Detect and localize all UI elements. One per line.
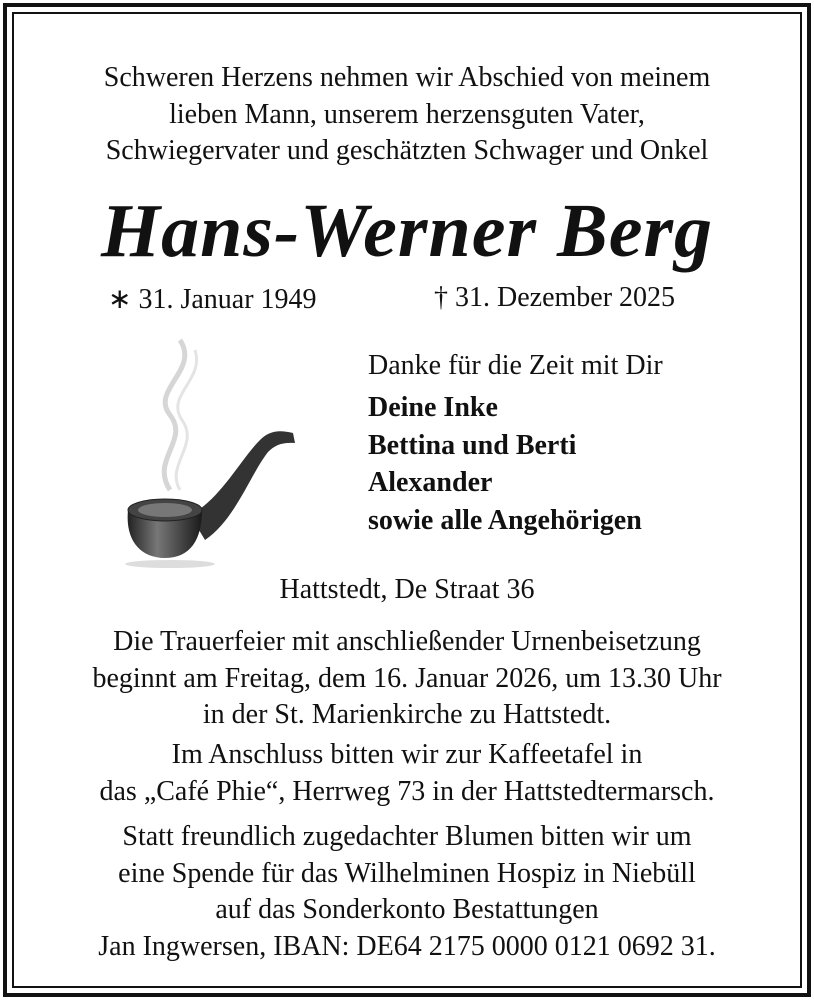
intro-text — [0, 60, 814, 170]
smoke — [164, 340, 185, 490]
address: Hattstedt, De Straat 36 — [279, 574, 535, 605]
coffee-info — [0, 737, 814, 810]
donation-line: auf das Sonderkonto Bestattungen — [215, 894, 599, 925]
deceased-name: Hans-Werner Berg — [100, 189, 714, 273]
birth-date: ∗ 31. Januar 1949 — [108, 284, 317, 315]
funeral-line: in der St. Marienkirche zu Hattstedt. — [202, 699, 612, 730]
donation-line: Statt freundlich zugedachter Blumen bitten wir um — [122, 821, 692, 852]
mourners-block — [368, 347, 663, 539]
death-date: † 31. Dezember 2025 — [434, 282, 676, 313]
donation-line: Jan Ingwersen, IBAN: DE64 2175 0000 0121 0692 31. — [98, 930, 716, 962]
intro-line: Schweren Herzens nehmen wir Abschied von meinem — [103, 62, 711, 93]
mourner: Alexander — [368, 467, 493, 498]
funeral-line: beginnt am Freitag, dem 16. Januar 2026, um 13.30 Uhr — [92, 662, 722, 694]
mourner: Bettina und Berti — [368, 429, 577, 461]
intro-line: lieben Mann, unserem herzensguten Vater, — [169, 98, 645, 130]
funeral-info — [0, 624, 814, 734]
mourner: sowie alle Angehörigen — [368, 504, 642, 536]
thanks-line: Danke für die Zeit mit Dir — [368, 350, 663, 381]
coffee-line: das „Café Phie“, Herrweg 73 in der Hattstedtermarsch. — [99, 775, 715, 807]
coffee-line: Im Anschluss bitten wir zur Kaffeetafel in — [171, 739, 643, 770]
donation-line: eine Spende für das Wilhelminen Hospiz in Niebüll — [118, 857, 696, 889]
pipe-illustration — [110, 330, 310, 570]
donation-info — [0, 819, 814, 965]
mourner: Deine Inke — [368, 392, 498, 423]
intro-line: Schwiegervater und geschätzten Schwager und Onkel — [105, 135, 709, 166]
funeral-line: Die Trauerfeier mit anschließender Urnenbeisetzung — [113, 626, 701, 657]
pipe-stem — [190, 431, 295, 540]
